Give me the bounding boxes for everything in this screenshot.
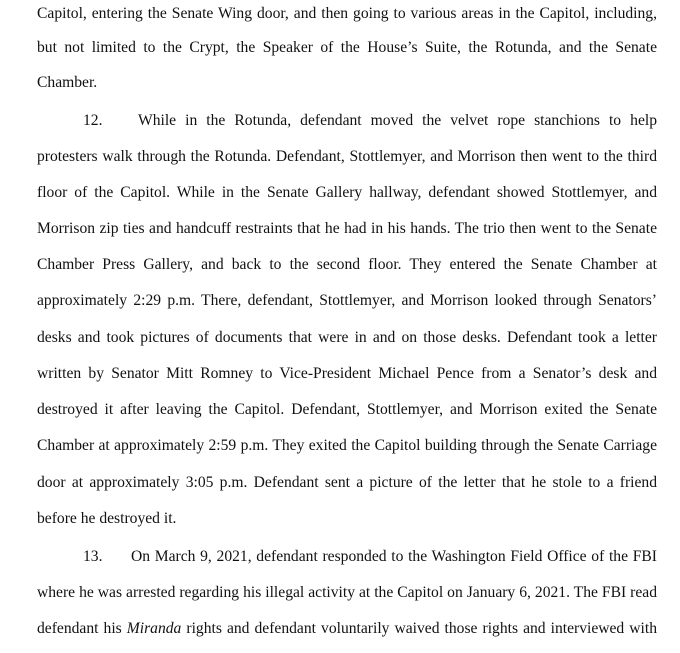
text-line: Chamber. (37, 74, 98, 91)
text-line: floor of the Capitol. While in the Senate Gallery hallway, defendant showed Stottlemyer, and (37, 184, 657, 201)
text-line: Capitol, entering the Senate Wing door, and then going to various areas in the Capitol, including, (37, 5, 657, 22)
text-line-miranda (37, 619, 657, 639)
text-segment: rights and defendant voluntarily waived those rights and interviewed with (181, 620, 657, 637)
paragraph-12-first-line (83, 111, 657, 131)
text-line: destroyed it after leaving the Capitol. Defendant, Stottlemyer, and Morrison exited the Senate (37, 401, 657, 418)
paragraph-text: While in the Rotunda, defendant moved the velvet rope stanchions to help (138, 112, 657, 129)
text-line: Chamber Press Gallery, and back to the second floor. They entered the Senate Chamber at (37, 256, 657, 273)
text-line: before he destroyed it. (37, 510, 177, 527)
text-segment: defendant his (37, 620, 127, 637)
paragraph-13-first-line (83, 547, 657, 567)
text-line: door at approximately 3:05 p.m. Defendant sent a picture of the letter that he stole to a friend (37, 474, 657, 491)
text-line: Morrison zip ties and handcuff restraints that he had in his hands. The trio then went to the Senate (37, 220, 657, 237)
text-line: Chamber at approximately 2:59 p.m. They exited the Capitol building through the Senate Carriage (37, 437, 657, 454)
text-line: desks and took pictures of documents that were in and on those desks. Defendant took a letter (37, 329, 657, 346)
text-line: where he was arrested regarding his illegal activity at the Capitol on January 6, 2021. The FBI read (37, 584, 657, 601)
text-line: approximately 2:29 p.m. There, defendant, Stottlemyer, and Morrison looked through Senators’ (37, 292, 657, 309)
text-line: protesters walk through the Rotunda. Defendant, Stottlemyer, and Morrison then went to the third (37, 148, 657, 165)
italic-term: Miranda (126, 620, 182, 637)
paragraph-number: 13. (83, 548, 103, 565)
text-line: but not limited to the Crypt, the Speaker of the House’s Suite, the Rotunda, and the Senate (37, 39, 657, 56)
text-line: written by Senator Mitt Romney to Vice-President Michael Pence from a Senator’s desk and (37, 365, 657, 382)
paragraph-text: On March 9, 2021, defendant responded to the Washington Field Office of the FBI (131, 548, 657, 565)
paragraph-number: 12. (83, 112, 103, 129)
